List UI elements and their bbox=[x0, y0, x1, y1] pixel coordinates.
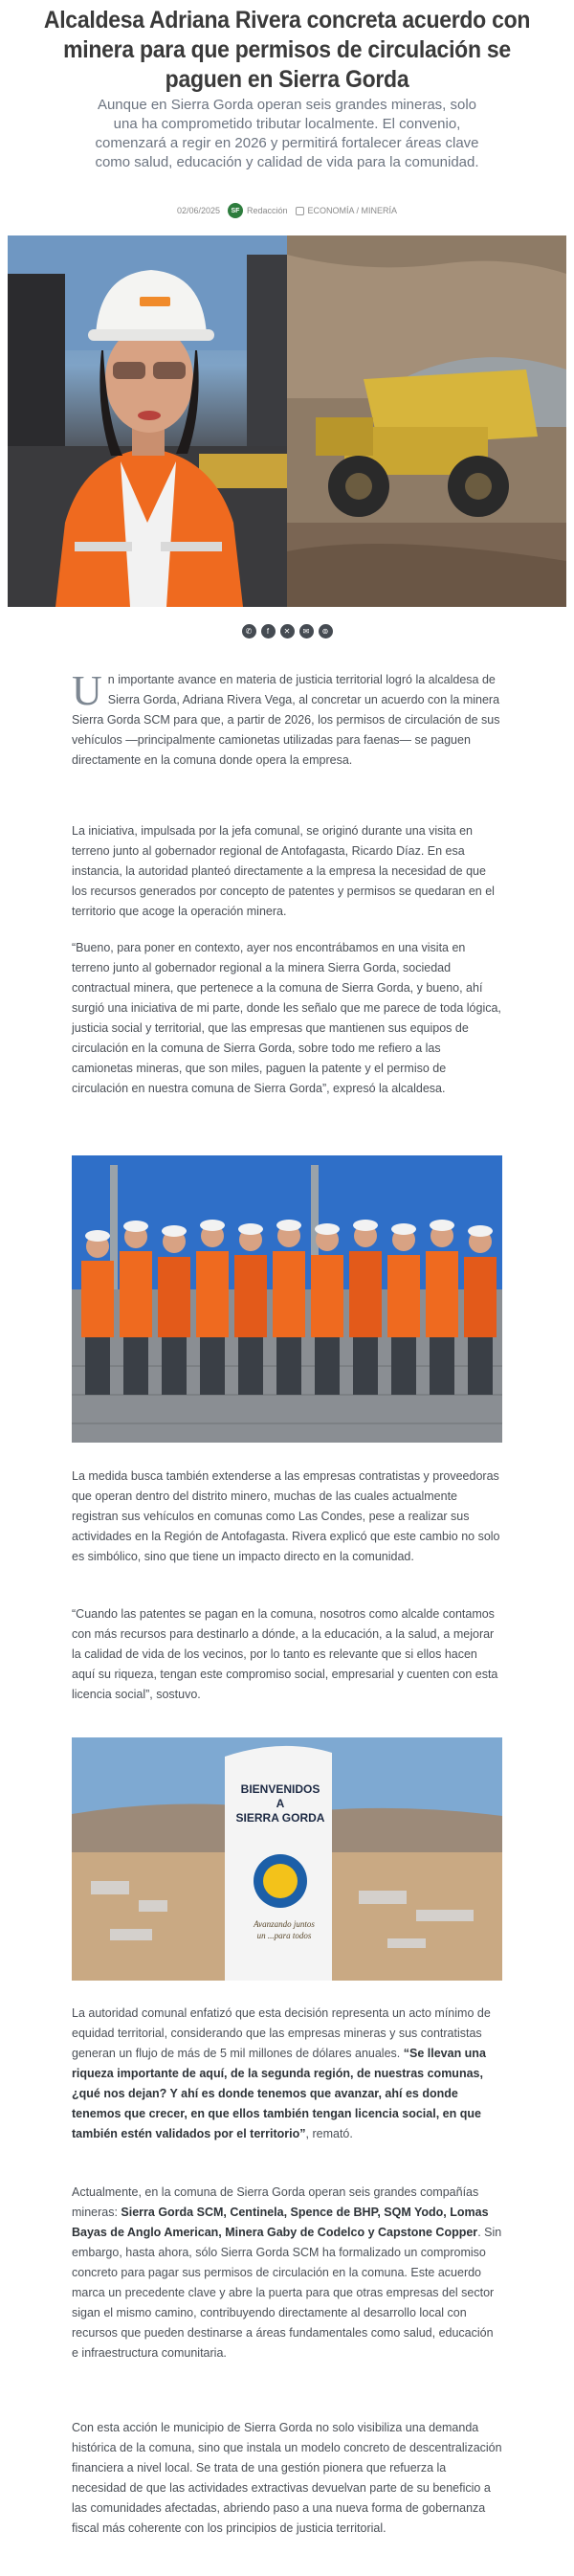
paragraph-quote: “Se llevan una riqueza importante de aquí, de la segunda región, de nuestras comunas, ¿qué nos dejan? Y ahí es donde tenemos que avanzar, ahí es donde tenemos que crecer, en que ellos también tengan licencia social, en que también estén validados por el territorio” bbox=[72, 2047, 486, 2140]
mine-truck-illustration bbox=[287, 235, 566, 607]
article-paragraph bbox=[72, 2183, 502, 2363]
welcome-sign-illustration bbox=[72, 1737, 502, 1981]
category-label[interactable]: ECONOMÍA / MINERÍA bbox=[307, 206, 398, 215]
whatsapp-icon[interactable]: ✆ bbox=[242, 624, 256, 638]
link-icon[interactable]: ⊚ bbox=[319, 624, 333, 638]
facebook-icon[interactable]: f bbox=[261, 624, 276, 638]
article-paragraph: “Cuando las patentes se pagan en la comuna, nosotros como alcalde contamos con más recursos para destinarlo a dónde, a la educación, a la salud, a mejorar la calidad de vida de los vecinos, por lo tanto es relevante que si ellos hacen aquí su riqueza, tengan este compromiso social, empresarial y cuenten con esta licencia social”, sostuvo. bbox=[72, 1607, 498, 1701]
article-headline: Alcaldesa Adriana Rivera concreta acuerdo con minera para que permisos de circulación se paguen en Sierra Gorda bbox=[43, 7, 531, 93]
paragraph-text: n importante avance en materia de justicia territorial logró la alcaldesa de Sierra Gorda, Adriana Rivera Vega, al concretar un acuerdo con la minera Sierra Gorda SCM para que, a partir de 2026, los permisos de circulación de sus vehículos —principalmente camionetas utilizadas para faenas— se paguen directamente en la comuna donde opera la empresa. bbox=[72, 673, 500, 767]
article-paragraph: “Bueno, para poner en contexto, ayer nos encontrábamos en una visita en terreno junto al gobernador regional a la minera Sierra Gorda, sociedad contractual minera, que pertenece a la comuna de Sierra Gorda, y bueno, ahí surgió una iniciativa de mi parte, donde les señalo que me parece de toda lógica, justicia social y territorial, que las empresas que mantienen sus equipos de circulación en la comuna de Sierra Gorda, sobre todo me refiero a las camionetas mineras, que son miles, paguen la patente y el permiso de circulación en nuestra comuna de Sierra Gorda”, expresó la alcaldesa. bbox=[72, 941, 501, 1095]
paragraph-text: . Sin embargo, hasta ahora, sólo Sierra Gorda SCM ha formalizado un compromiso concreto para pagar sus permisos de circulación en la comuna. Este acuerdo marca un precedente clave y abre la puerta para que otras empresas del sector sigan el mismo camino, contribuyendo directamente al desarrollo local con recursos que pueden destinarse a áreas fundamentales como salud, educación e infraestructura comunitaria. bbox=[72, 2226, 502, 2360]
article-meta bbox=[0, 203, 574, 218]
group-photo bbox=[72, 1155, 502, 1443]
share-bar bbox=[0, 624, 574, 639]
article-date: 02/06/2025 bbox=[176, 206, 220, 215]
email-icon[interactable]: ✉ bbox=[299, 624, 314, 638]
drop-cap: U bbox=[72, 667, 102, 714]
paragraph-text: Actualmente, en la comuna de Sierra Gorda operan seis grandes compañías mineras: bbox=[72, 2185, 479, 2219]
x-icon[interactable]: ✕ bbox=[280, 624, 295, 638]
article-paragraph: Con esta acción le municipio de Sierra Gorda no solo visibiliza una demanda histórica de la comuna, sino que instala un modelo concreto de descentralización financiera a nivel local. Se trata de una gestión pionera que refuerza la necesidad de que las actividades extractivas devuelvan parte de su beneficio a las comunidades afectadas, abriendo paso a una nueva forma de gobernanza fiscal más coherente con los principios de justicia territorial. bbox=[72, 2421, 502, 2535]
hero-photo-mine-truck bbox=[287, 235, 566, 607]
outlet-logo-icon: SF bbox=[228, 203, 243, 218]
sign-line-1: BIENVENIDOS bbox=[240, 1782, 320, 1796]
article-category[interactable] bbox=[296, 206, 398, 215]
sign-line-2: A bbox=[276, 1797, 285, 1810]
author-byline[interactable] bbox=[228, 203, 288, 218]
paragraph-text: La autoridad comunal enfatizó que esta decisión representa un acto mínimo de equidad territorial, considerando que las empresas mineras y sus contratistas generan un flujo de más de 5 mil millones de dólares anuales. bbox=[72, 2006, 491, 2060]
mayor-portrait-illustration bbox=[8, 235, 287, 607]
article-paragraph bbox=[72, 667, 502, 771]
welcome-sign-photo bbox=[72, 1737, 502, 1981]
paragraph-text: , remató. bbox=[305, 2127, 353, 2140]
sign-slogan-2: un ...para todos bbox=[256, 1931, 312, 1940]
hero-photo-mayor bbox=[8, 235, 287, 607]
hero-image bbox=[8, 235, 566, 607]
folder-icon bbox=[296, 207, 304, 215]
companies-list: Sierra Gorda SCM, Centinela, Spence de BHP, SQM Yodo, Lomas Bayas de Anglo American, Minera Gaby de Codelco y Capstone Copper bbox=[72, 2206, 489, 2239]
article-paragraph: La medida busca también extenderse a las empresas contratistas y proveedoras que operan dentro del distrito minero, muchas de las cuales actualmente registran sus vehículos en comunas como Las Condes, pese a realizar sus actividades en la Región de Antofagasta. Rivera explicó que este cambio no solo es simbólico, sino que tiene un impacto directo en la comunidad. bbox=[72, 1469, 500, 1563]
article-paragraph: La iniciativa, impulsada por la jefa comunal, se originó durante una visita en terreno junto al gobernador regional de Antofagasta, Ricardo Díaz. En esa instancia, la autoridad planteó directamente a la empresa la necesidad de que los recursos generados por concepto de patentes y permisos se quedaran en el territorio que acoge la operación minera. bbox=[72, 824, 495, 918]
article-subhead: Aunque en Sierra Gorda operan seis grandes mineras, solo una ha comprometido tributar localmente. El convenio, comenzará a regir en 2026 y permitirá fortalecer áreas clave como salud, educación y calidad de vida para la comunidad. bbox=[95, 97, 479, 170]
group-photo-illustration bbox=[72, 1155, 502, 1443]
sign-slogan: Avanzando juntos bbox=[254, 1919, 315, 1929]
author-name[interactable]: Redacción bbox=[247, 206, 288, 215]
article-paragraph bbox=[72, 2004, 502, 2144]
sign-line-3: SIERRA GORDA bbox=[235, 1811, 325, 1825]
